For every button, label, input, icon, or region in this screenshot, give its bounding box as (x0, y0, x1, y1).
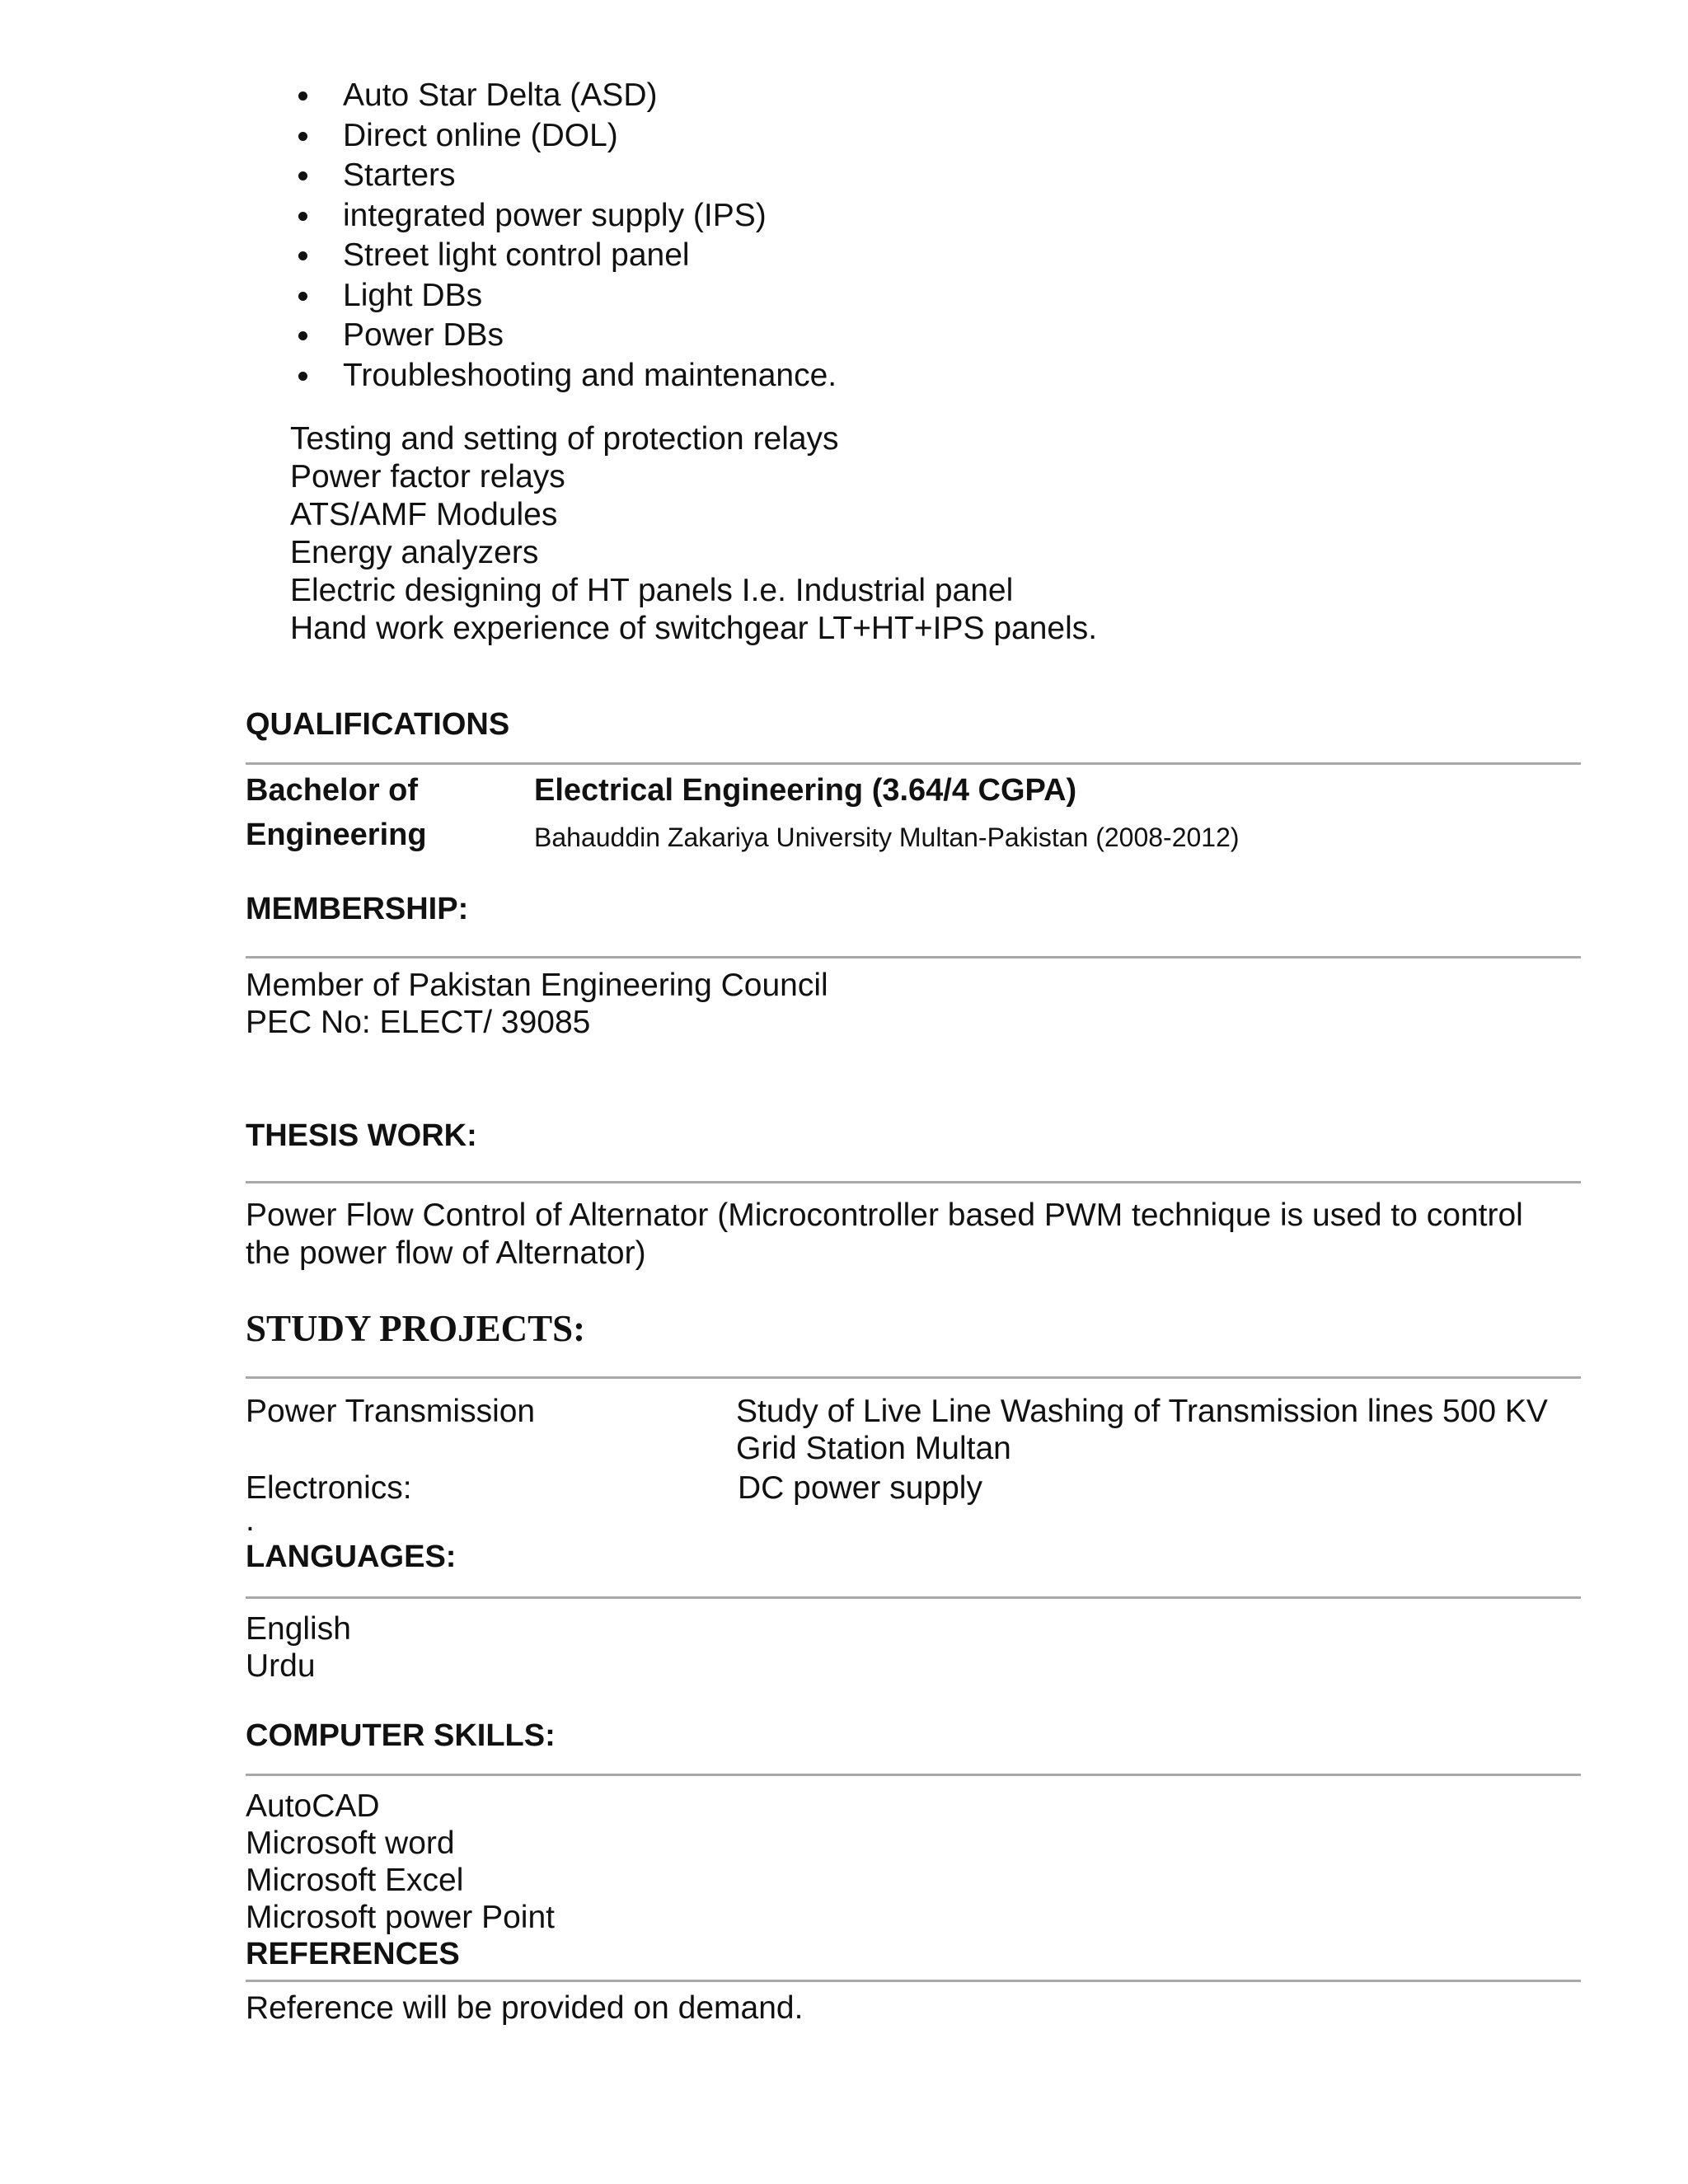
list-item: Electric designing of HT panels I.e. Industrial panel (290, 573, 1014, 608)
list-item: Microsoft power Point (246, 1900, 555, 1935)
thesis-line2: the power flow of Alternator) (246, 1235, 646, 1271)
section-divider (246, 1181, 1581, 1183)
list-item: Troubleshooting and maintenance. (298, 356, 837, 396)
computer-skills-heading: COMPUTER SKILLS: (246, 1718, 556, 1753)
list-item: integrated power supply (IPS) (298, 196, 837, 237)
thesis-line1: Power Flow Control of Alternator (Microcontroller based PWM technique is used to control (246, 1197, 1523, 1233)
references-heading: REFERENCES (246, 1937, 460, 1971)
list-item: Hand work experience of switchgear LT+HT+IPS panels. (290, 611, 1098, 646)
bullet-icon (298, 251, 307, 260)
project-electronics-label: Electronics: (246, 1470, 412, 1506)
list-item: Power DBs (298, 316, 837, 356)
list-item: ATS/AMF Modules (290, 497, 558, 532)
list-item: Street light control panel (298, 236, 837, 276)
bullet-icon (298, 212, 307, 221)
degree-label-line2: Engineering (246, 818, 427, 852)
list-item: Direct online (DOL) (298, 116, 837, 157)
skills-bullet-list (298, 76, 837, 396)
section-divider (246, 1376, 1581, 1379)
testing-list (290, 420, 1097, 648)
bullet-icon (298, 331, 307, 340)
list-item: Microsoft word (246, 1825, 455, 1861)
bullet-icon (298, 171, 307, 180)
section-divider (246, 956, 1581, 958)
bullet-icon (298, 292, 307, 301)
project-electronics-desc: DC power supply (738, 1470, 982, 1506)
list-item: Energy analyzers (290, 535, 539, 570)
languages-heading: LANGUAGES: (246, 1540, 457, 1574)
project-power-transmission-desc: Study of Live Line Washing of Transmission lines 500 KV (736, 1394, 1548, 1429)
section-divider (246, 1596, 1581, 1599)
project-power-transmission-desc-line2: Grid Station Multan (736, 1431, 1011, 1466)
bullet-icon (298, 372, 307, 381)
list-item: AutoCAD (246, 1788, 380, 1824)
list-item: Power factor relays (290, 459, 565, 494)
degree-field: Electrical Engineering (3.64/4 CGPA) (534, 773, 1077, 808)
languages-list (246, 1610, 351, 1685)
bullet-icon (298, 91, 307, 101)
section-divider (246, 1774, 1581, 1776)
references-text: Reference will be provided on demand. (246, 1990, 804, 2026)
thesis-heading: THESIS WORK: (246, 1118, 477, 1153)
list-item: Light DBs (298, 276, 837, 316)
study-projects-heading: STUDY PROJECTS: (246, 1308, 586, 1349)
bullet-icon (298, 132, 307, 141)
list-item: Auto Star Delta (ASD) (298, 76, 837, 116)
membership-line2: PEC No: ELECT/ 39085 (246, 1005, 591, 1040)
stray-dot: . (246, 1502, 255, 1538)
project-power-transmission-label: Power Transmission (246, 1394, 536, 1429)
membership-heading: MEMBERSHIP: (246, 892, 469, 926)
list-item: Microsoft Excel (246, 1863, 464, 1898)
degree-institution: Bahauddin Zakariya University Multan-Pakistan (2008-2012) (534, 823, 1240, 852)
degree-label-line1: Bachelor of (246, 773, 419, 808)
section-divider (246, 1980, 1581, 1982)
section-divider (246, 762, 1581, 765)
list-item: Testing and setting of protection relays (290, 421, 839, 457)
qualifications-heading: QUALIFICATIONS (246, 707, 510, 742)
membership-line1: Member of Pakistan Engineering Council (246, 968, 828, 1003)
list-item: Starters (298, 156, 837, 196)
list-item: Urdu (246, 1648, 316, 1684)
list-item: English (246, 1611, 351, 1647)
computer-skills-list (246, 1788, 555, 1936)
